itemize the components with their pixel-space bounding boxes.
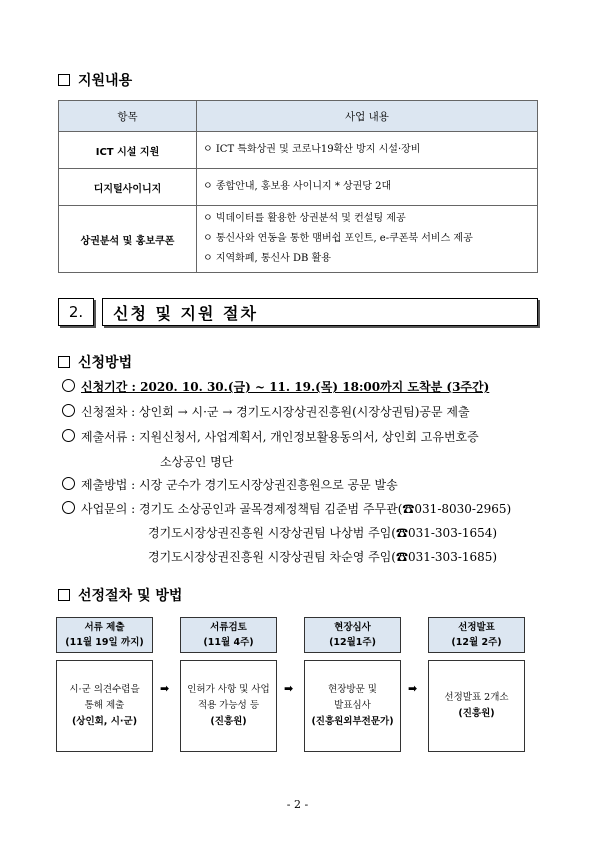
checkbox-square-icon: [58, 356, 70, 368]
header-item: 항목: [59, 101, 197, 132]
apply-period: 신청기간 : 2020. 10. 30.(금) ~ 11. 19.(목) 18:00까지 도착분 (3주간): [62, 378, 489, 395]
step-box: 시·군 의견수렴을 통해 제출 (상인회, 시·군): [56, 660, 153, 752]
header-content: 사업 내용: [197, 101, 538, 132]
checkbox-square-icon: [58, 589, 70, 601]
step-header: 서류 제출 (11월 19일 까지): [56, 617, 153, 653]
arrow-right-icon: ➡: [160, 682, 170, 695]
table-row: [59, 132, 538, 169]
row-desc: ㅇ 종합안내, 홍보용 사이니지 * 상권당 2대: [197, 169, 538, 206]
row-desc: ㅇ ICT 특화상권 및 코로나19확산 방지 시설·장비: [197, 132, 538, 169]
apply-inquiry-3: 경기도시장상권진흥원 시장상권팀 차순영 주임(☎031-303-1685): [148, 550, 498, 564]
arrow-right-icon: ➡: [284, 682, 294, 695]
row-category: ICT 시설 지원: [59, 132, 197, 169]
page-number: - 2 -: [286, 798, 309, 811]
step-header: 선정발표 (12월 2주): [428, 617, 525, 653]
step-header: 서류검토 (11월 4주): [180, 617, 277, 653]
apply-method: 제출방법 : 시장 군수가 경기도시장상권진흥원으로 공문 발송: [62, 476, 398, 493]
checkbox-square-icon: [58, 74, 70, 86]
apply-procedure: 신청절차 : 상인회 → 시·군 → 경기도시장상권진흥원(시장상권팀)공문 제출: [62, 403, 470, 420]
circle-bullet-icon: [62, 477, 75, 490]
arrow-right-icon: ➡: [408, 682, 418, 695]
selection-heading: 선정절차 및 방법: [58, 585, 182, 605]
row-category: 상권분석 및 홍보쿠폰: [59, 206, 197, 273]
section-number: 2.: [58, 298, 94, 326]
step-box: 인허가 사항 및 사업 적용 가능성 등 (진흥원): [180, 660, 277, 752]
circle-bullet-icon: [62, 501, 75, 514]
row-category: 디지털사이니지: [59, 169, 197, 206]
apply-documents: 제출서류 : 지원신청서, 사업계획서, 개인정보활용동의서, 상인회 고유번호증: [62, 428, 479, 445]
apply-heading: 신청방법: [58, 352, 132, 372]
circle-bullet-icon: [62, 429, 75, 442]
row-desc: ㅇ 빅데이터를 활용한 상권분석 및 컨설팅 제공 ㅇ 통신사와 연동을 통한 맴버쉽 포인트, e-쿠폰북 서비스 제공 ㅇ 지역화폐, 통신사 DB 활용: [197, 206, 538, 273]
table-row: [59, 206, 538, 273]
step-box: 선정발표 2개소 (진흥원): [428, 660, 525, 752]
table-row: [59, 169, 538, 206]
section-title: [58, 298, 538, 328]
step-box: 현장방문 및 발표심사 (진흥원외부전문가): [304, 660, 401, 752]
circle-bullet-icon: [62, 379, 75, 392]
section-name: 신청 및 지원 절차: [102, 298, 538, 326]
circle-bullet-icon: [62, 404, 75, 417]
step-header: 현장심사 (12월1주): [304, 617, 401, 653]
support-table: [58, 100, 538, 273]
apply-inquiry: 사업문의 : 경기도 소상공인과 골목경제정책팀 김준범 주무관(☎031-8030-2965): [62, 500, 511, 517]
support-heading: 지원내용: [58, 70, 132, 90]
table-header-row: [59, 101, 538, 132]
apply-inquiry-2: 경기도시장상권진흥원 시장상권팀 나상범 주임(☎031-303-1654): [148, 526, 498, 540]
apply-documents-cont: 소상공인 명단: [160, 455, 234, 469]
